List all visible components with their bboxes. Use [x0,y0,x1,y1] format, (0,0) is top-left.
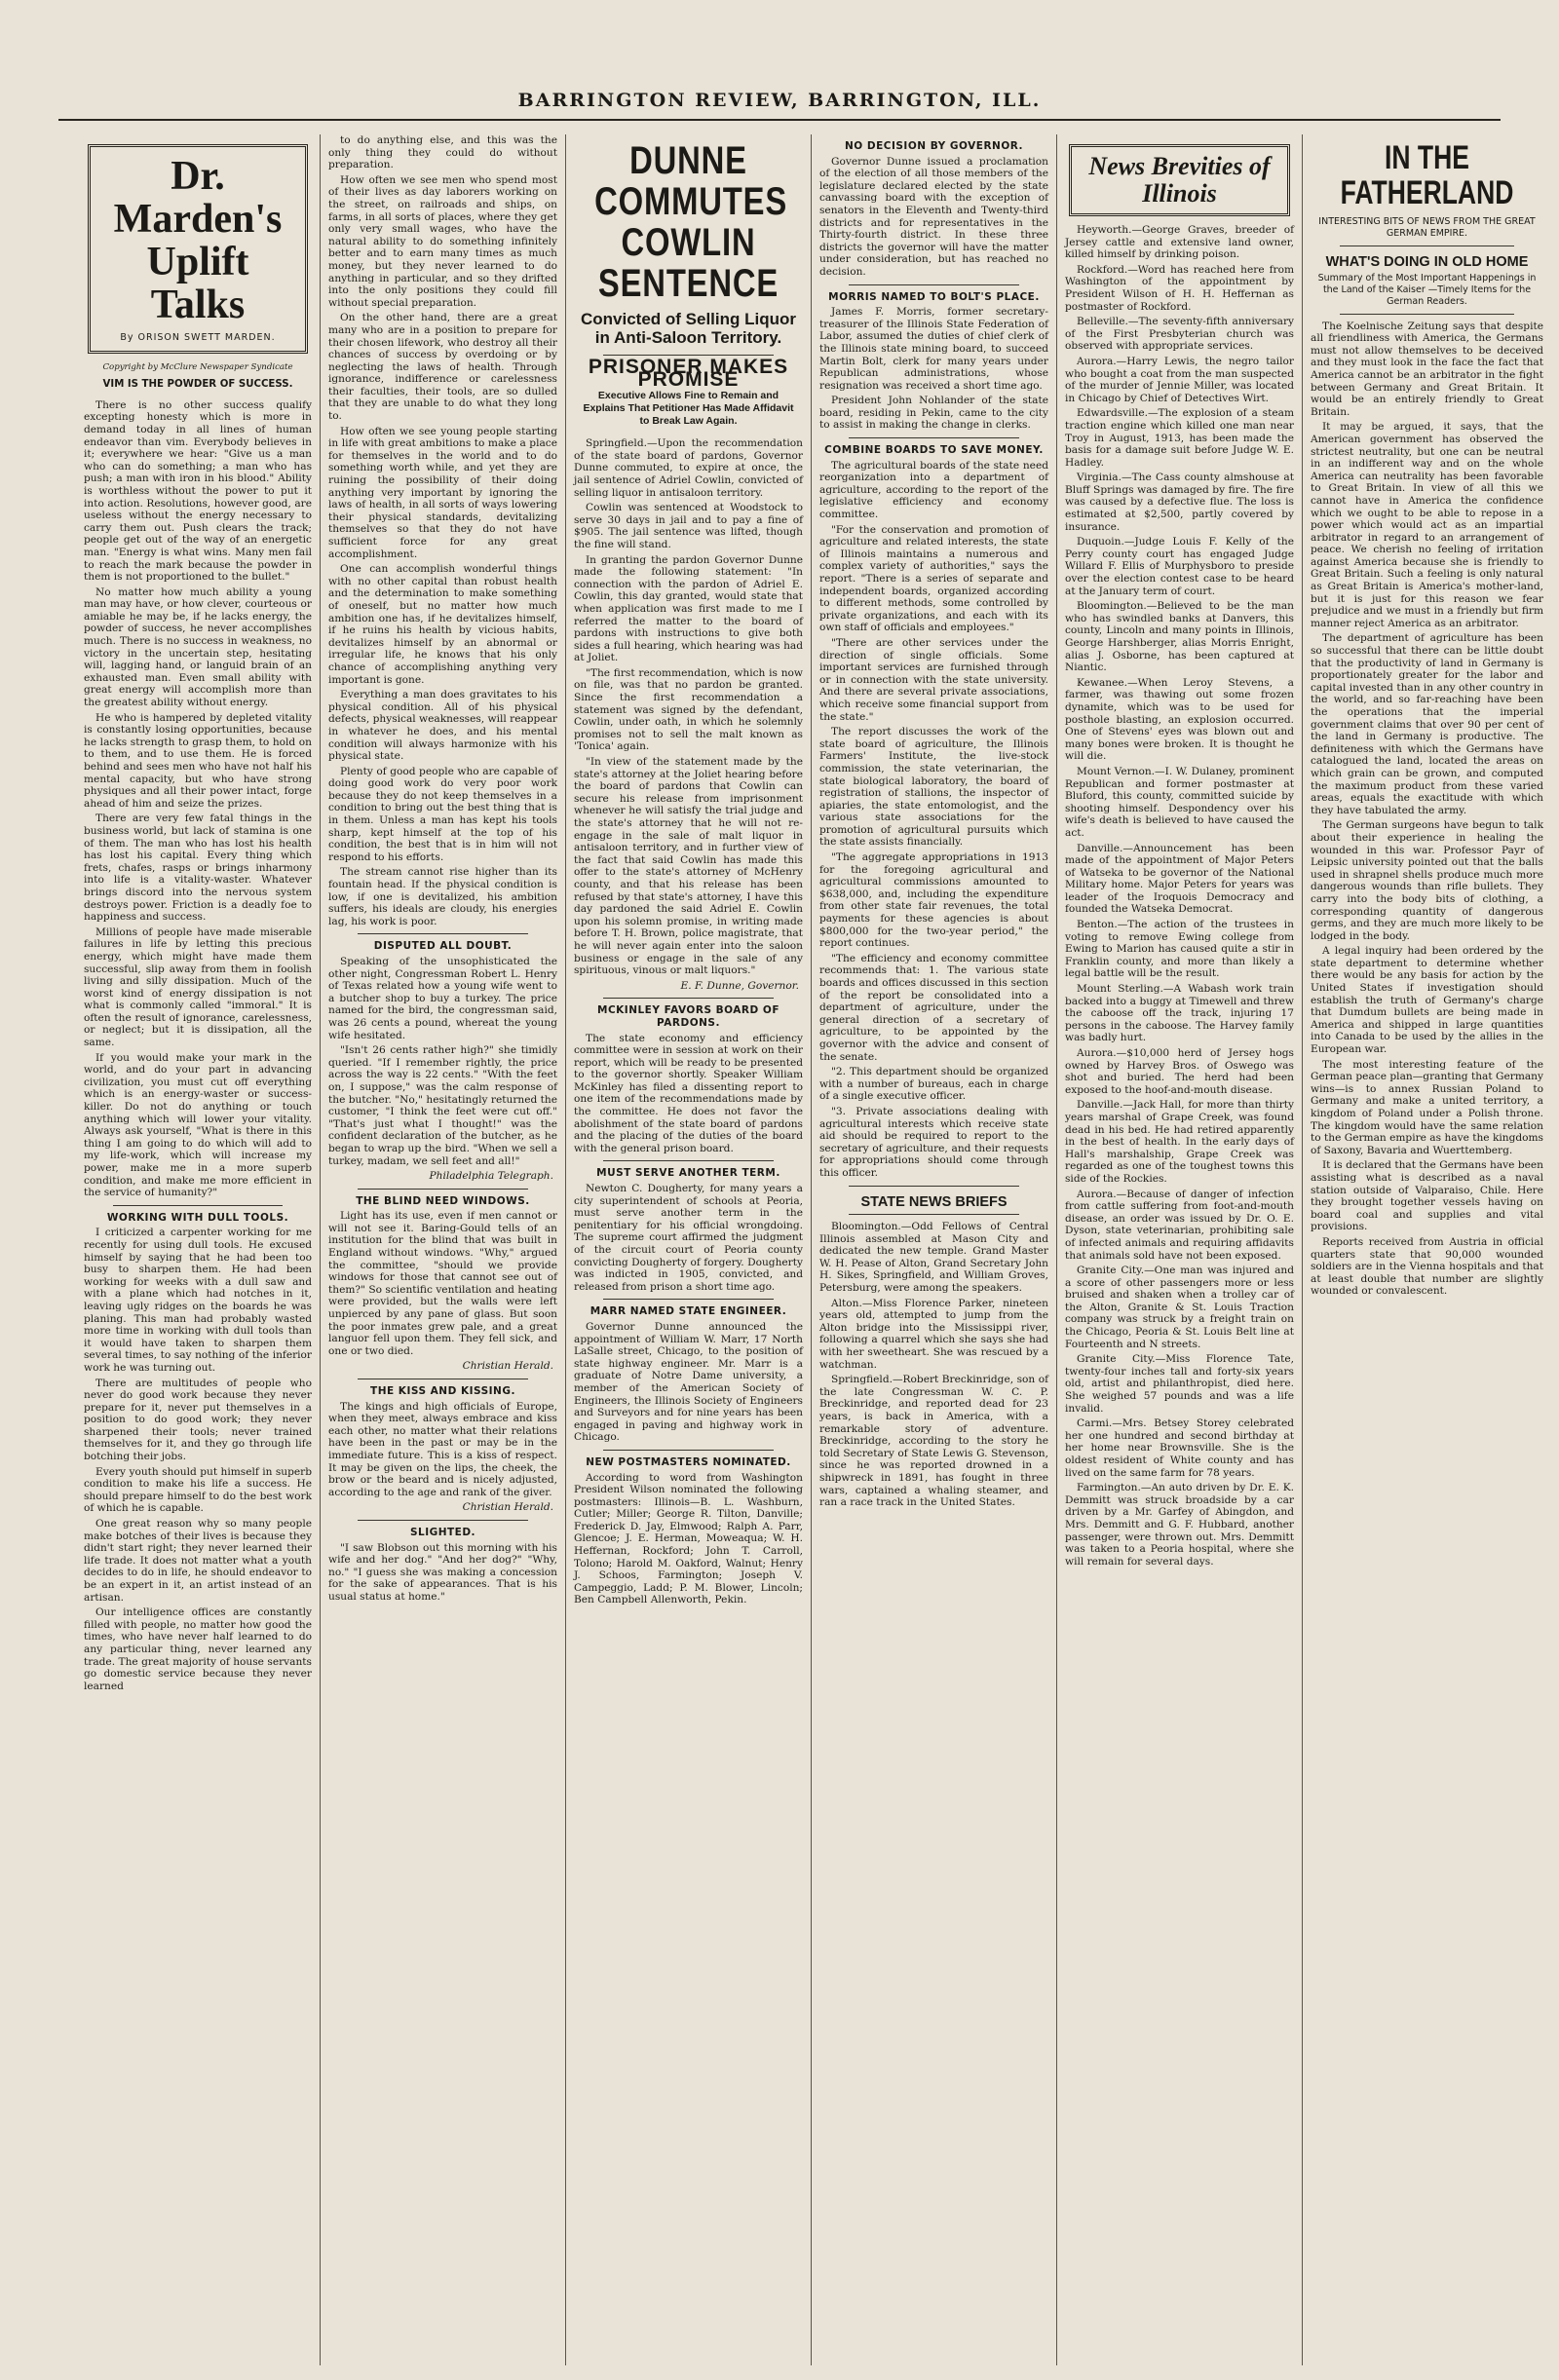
uplift-talks-title: Dr. Marden's Uplift Talks [113,154,283,327]
section-subhead: THE KISS AND KISSING. [370,1385,515,1397]
headline-deck: Convicted of Selling Liquor in Anti-Saloon Territory. [581,310,796,347]
paragraph: The state economy and efficiency committee were in session at work on their report, which will be ready to be presented to the governor shortly. Speaker William McKinley has filed a dissenting report to one item of the recommendations made by the committee. He does not favor the abolishment of the state board of pardons and the placing of the duties of the board with the general prison board. [574,1032,803,1154]
paragraph: President John Nohlander of the state board, residing in Pekin, came to the city to assist in making the change in clerks. [819,395,1048,432]
paragraph: Every youth should put himself in superb condition to make his life a success. He should prepare himself to do the best work of which he is capable. [84,1465,312,1515]
section-subhead: MUST SERVE ANOTHER TERM. [596,1167,780,1180]
paragraph: In granting the pardon Governor Dunne made the following statement: "In connection with the pardon of Adriel E. Cowlin, this day granted, would state that when application was first made to me I referred the matter to the board of pardons with instructions to give both sides a full hearing, which hearing was had at Joliet. [574,553,803,664]
column-5 [1056,134,1302,2365]
paragraph: Our intelligence offices are constantly filled with people, no matter how good the times, who have never half learned to do any particular thing, never learned any trade. The great majority of house servants go domestic service because they never learned [84,1606,312,1692]
paragraph: How often we see men who spend most of their lives as day laborers working on the street, on railroads and ships, on farms, in all sorts of places, where they get only very small wages, who have the natural ability to do something infinitely better and to earn many times as much money, but they never learned to do anything in particular, and so they drifted into the only positions they could fill without special preparation. [328,173,557,309]
paragraph: There is no other success qualify excepting honesty which is more in demand today in all lines of human endeavor than vim. Everybody believes in it; everywhere we hear: "Give us a man who can do something; a man who has push; a man with iron in his blood." Ability is worthless without the power to put it into action. Resolutions, however good, are useless without the energy necessary to carry them out. Push clears the track; people get out of the way of an energetic man. "Energy is what wins. Many men fail to reach the mark because the powder in them is not proportioned to the bullet." [84,398,312,584]
section-subhead: MCKINLEY FAVORS BOARD OF PARDONS. [597,1004,780,1029]
column-6 [1302,134,1551,2365]
headline: DUNNE COMMUTES COWLIN SENTENCE [594,139,788,305]
paragraph: Mount Vernon.—I. W. Dulaney, prominent Republican and former postmaster at Bluford, this county, committed suicide by shooting himself. Despondency over his wife's death is believed to have caused the act. [1065,765,1294,839]
paragraph: Springfield.—Upon the recommendation of the state board of pardons, Governor Dunne commuted, to expire at once, the jail sentence of Adriel Cowlin, convicted of selling liquor in antisaloon territory. [574,437,803,499]
credit: Christian Herald. [462,1501,553,1514]
paragraph: It may be argued, it says, that the American government has observed the strictest neutrality, but one can be neutral in an indifferent way and on the whole America can neutrality has been favorable to Great Britain. In view of all this we cannot have in America the confidence which we ought to be able to repose in a power which would act as an impartial arbitrator in regard to an arrangement of peace. We cherish no feeling of irritation against America because she is friendly to Great Britain. Such a feeling is only natural as Great Britain is America's mother-land, but it is just for this reason we fear prejudice and we must in a friendly but firm manner reject America as an arbitrator. [1311,421,1543,629]
column-2 [320,134,565,2365]
paragraph: "The aggregate appropriations in 1913 for the foregoing agricultural and agricultural commissions amounted to $638,000, and, including the expenditure from other state fair revenues, the total payments for these agencies is about $800,000 for the two-year period," the report continues. [819,851,1048,950]
paragraph: Heyworth.—George Graves, breeder of Jersey cattle and extensive land owner, killed himself by drinking poison. [1065,224,1294,261]
credit: Philadelphia Telegraph. [429,1170,553,1183]
paragraph: Millions of people have made miserable failures in life by letting this precious energy, which might have made them successful, slip away from them in foolish living and silly dissipation. Much of the worst kind of energy dissipation is not what is commonly called "immoral." It is often the result of ignorance, carelessness, or neglect; but it is dissipation, all the same. [84,926,312,1049]
section-subhead: NO DECISION BY GOVERNOR. [844,140,1024,152]
paragraph: He who is hampered by depleted vitality is constantly losing opportunities, because he lacks strength to grasp them, to hold on to them, and to use them. He is forced behind and sees men who have not half his mental capacity, but who have strong physiques and all their power intact, forge ahead of him and seize the prizes. [84,711,312,810]
divider [603,1160,774,1161]
divider [358,1520,528,1521]
byline: By ORISON SWETT MARDEN. [120,332,276,343]
fatherland-blurb: INTERESTING BITS OF NEWS FROM THE GREAT GERMAN EMPIRE. [1318,216,1536,239]
paragraph: "For the conservation and promotion of agriculture and related interests, the state of Illinois maintains a numerous and complex variety of authorities," says the report. "There is a series of separate and independent boards, organized according to different methods, some controlled by private organizations, and each with its own staff of officials and employees." [819,523,1048,634]
signature: E. F. Dunne, Governor. [680,979,799,992]
paragraph: How often we see young people starting in life with great ambitions to make a place for themselves in the world and to do something worth while, and yet they are ruining the possibility of their doing anything very important by ignoring the laws of health, in all sorts of ways lowering their physical standards, devitalizing themselves so that they do not have sufficient force for any great accomplishment. [328,425,557,560]
paragraph: Mount Sterling.—A Wabash work train backed into a buggy at Timewell and threw the caboose off the track, injuring 17 persons in the caboose. The Harvey family was badly hurt. [1065,983,1294,1044]
subheadline-deck: Executive Allows Fine to Remain and Explains That Petitioner Has Made Affidavit to Break Law Again. [583,390,794,428]
paragraph: Bloomington.—Odd Fellows of Central Illinois assembled at Mason City and dedicated the new temple. Grand Master W. H. Pease of Alton, Grand Secretary John H. Sikes, Springfield, and William Groves, Petersburg, were among the speakers. [819,1221,1048,1295]
paragraph: If you would make your mark in the world, and do your part in advancing civilization, you must cut off everything which is an energy-waster or success-killer. Do not do anything or touch anything which will lower your vitality. Always ask yourself, "What is there in this thing I am going to do which will add to my life-work, which will increase my power, make me in a more superb condition, and make me more efficient in the service of humanity?" [84,1051,312,1199]
section-subhead: MARR NAMED STATE ENGINEER. [589,1305,787,1318]
paragraph: The report discusses the work of the state board of agriculture, the Illinois Farmers' Institute, the live-stock commission, the state veterinarian, the state biological laboratory, the board of registration of stallions, the inspector of apiaries, the state entomologist, and the various state associations for the promotion of agricultural pursuits which the state assists financially. [819,726,1048,849]
divider [849,437,1019,438]
divider [849,284,1019,285]
paragraph: "The efficiency and economy committee recommends that: 1. The various state boards and offices discussed in this section of the report be consolidated into a department of agriculture, under the general direction of a secretary of agriculture, to be appointed by the governor with the advice and consent of the senate. [819,952,1048,1063]
paragraph: The German surgeons have begun to talk about their experience in healing the wounded in this war. Professor Payr of Leipsic university pointed out that the balls used in shrapnel shells produce much more dangerous wounds than rifle bullets. They carry into the body bits of clothing, a corresponding quantity of dangerous germs, and they are much more likely to be lodged in the body. [1311,819,1543,942]
news-brevities-box: News Brevities of Illinois [1069,144,1290,216]
paragraph: Plenty of good people who are capable of doing good work do very poor work because they do not keep themselves in a condition to bring out the best thing that is in them. Unless a man has kept his tools sharp, kept himself at the top of his condition, the best that is in him will not respond to his efforts. [328,765,557,863]
divider [849,1186,1019,1187]
paragraph: Edwardsville.—The explosion of a steam traction engine which killed one man near Troy in August, 1913, has been made the basis for a damage suit before Judge W. E. Hadley. [1065,407,1294,469]
paragraph: According to word from Washington President Wilson nominated the following postmasters: Illinois—B. L. Washburn, Cutler; Miller; George R. Tilton, Danville; Frederick D. Jay, Elmwood; Ralph A. Parr, Glencoe; J. E. Herman, Moweaqua; W. H. Heffernan, Rockford; John T. Carroll, Tolono; Harold M. Oakford, Walnut; Henry J. Schoos, Farmington; Joseph V. Campeggio, Ladd; P. M. Blower, Lincoln; Ben Campbell Allenworth, Pekin. [574,1471,803,1606]
section-subhead: THE BLIND NEED WINDOWS. [356,1194,530,1207]
paragraph: Newton C. Dougherty, for many years a city superintendent of schools at Peoria, must serve another term in the penitentiary for his official wrongdoing. The supreme court affirmed the judgment of the circuit court of Peoria county convicting Dougherty of forgery. Dougherty was indicted in 1905, convicted, and released from prison a short time ago. [574,1183,803,1293]
paragraph: Granite City.—Miss Florence Tate, twenty-four inches tall and forty-six years old, artist and philanthropist, died here. She weighed 57 pounds and was a life invalid. [1065,1353,1294,1415]
copyright-line: Copyright by McClure Newspaper Syndicate [102,361,293,372]
section-subhead: WORKING WITH DULL TOOLS. [106,1211,289,1224]
paragraph: It is declared that the Germans have been assisting what is described as a naval station outside of Valparaiso, Chile. Here they brought together vessels having on board coal and supplies and vital provisions. [1311,1159,1543,1233]
paragraph: James F. Morris, former secretary-treasurer of the Illinois State Federation of Labor, assumed the duties of chief clerk of the Illinois state mining board, to succeed Martin Bolt, clerk for many years under Republican administrations, whose resignation was received a short time ago. [819,306,1048,392]
paragraph: Light has its use, even if men cannot or will not see it. Baring-Gould tells of an institution for the blind that was built in England without windows. "Why," argued the committee, "should we provide windows for those that cannot see out of them?" So scientific ventilation and heating were provided, but the walls were left unpierced by any pane of glass. But soon the poor inmates grew pale, and a great languor fell upon them. They fell sick, and one or two died. [328,1210,557,1357]
state-news-head: STATE NEWS BRIEFS [860,1193,1008,1210]
divider [603,998,774,999]
divider [113,1205,283,1206]
paragraph: Granite City.—One man was injured and a score of other passengers more or less bruised and shaken when a trolley car of the Alton, Granite & St. Louis Traction company was struck by a freight train on the Chicago, Peoria & St. Louis Belt line at Fourteenth and N streets. [1065,1265,1294,1350]
paragraph: "2. This department should be organized with a number of bureaus, each in charge of a single executive officer. [819,1066,1048,1103]
paragraph: One great reason why so many people make botches of their lives is because they didn't start right; they never learned their life trade. It does not matter what a youth decides to do in life, he should endeavor to be an expert in it, an artist instead of an artisan. [84,1518,312,1604]
uplift-talks-box [88,144,308,354]
paragraph: Speaking of the unsophisticated the other night, Congressman Robert L. Henry of Texas related how a young wife went to a butcher shop to buy a turkey. The price named for the bird, the congressman said, was 26 cents a pound, whereat the young wife hesitated. [328,956,557,1041]
paragraph: Governor Dunne announced the appointment of William W. Marr, 17 North LaSalle street, Chicago, to the position of state highway engineer. Mr. Marr is a graduate of Notre Dame university, a member of the American Society of Engineers, the Illinois Society of Engineers and Surveyors and for nine years has been engaged in paving and highway work in Chicago. [574,1320,803,1444]
paragraph: Danville.—Announcement has been made of the appointment of Major Peters of Watseka to be governor of the National Military home. Major Peters for years was leader of the Iroquois Democracy and founded the Watseka Democrat. [1065,842,1294,916]
divider [1340,314,1514,315]
paragraph: The agricultural boards of the state need reorganization into a department of agriculture, according to the report of the legislative efficiency and economy committee. [819,459,1048,521]
paragraph: "In view of the statement made by the state's attorney at the Joliet hearing before the board of pardons that Cowlin can secure his release from imprisonment whenever he will satisfy the trial judge and the state's attorney that he will not re-engage in the sale of malt liquor in antisaloon territory, and in further view of the fact that said Cowlin has made this offer to the state's attorney of McHenry county, and that his release has been refused by that state's attorney, I have this day pardoned the said Adriel E. Cowlin upon his solemn promise, in writing made before T. H. Brown, police magistrate, that he will never again enter into the saloon business or engage in the sale of any spirituous, vinous or malt liquors." [574,756,803,977]
paragraph: Danville.—Jack Hall, for more than thirty years marshal of Grape Creek, was found dead in his bed. He had retired apparently in the best of health. In the early days of Hall's marshalship, Grape Creek was regarded as one of the toughest towns this side of the Rockies. [1065,1099,1294,1185]
paragraph: No matter how much ability a young man may have, or how clever, courteous or amiable he may be, if he lacks energy, the powder of success, he never accomplishes much. There is no success in weakness, no victory in the uncertain step, hesitating will, lagging hand, or languid brain of an exhausted man. Even small ability with great energy will accomplish more than the greatest ability without energy. [84,586,312,709]
paragraph: Benton.—The action of the trustees in voting to remove Ewing college from Ewing to Marion has caused quite a stir in Franklin county, and more than likely a legal battle will be the result. [1065,919,1294,980]
subheadline: PRISONER MAKES PROMISE [588,356,789,391]
paragraph: Duquoin.—Judge Louis F. Kelly of the Perry county court has engaged Judge Willard F. Ellis of Murphysboro to preside over the election contest case to be heard at the January term of court. [1065,536,1294,597]
paragraph: Aurora.—Harry Lewis, the negro tailor who bought a coat from the man suspected of the murder of Jennie Miller, was located in Chicago by Chief of Detectives Wirt. [1065,355,1294,404]
section-subhead: MORRIS NAMED TO BOLT'S PLACE. [828,290,1040,303]
paragraph: Virginia.—The Cass county almshouse at Bluff Springs was damaged by fire. The fire was caused by a defective flue. The loss is estimated at $2,500, partly covered by insurance. [1065,472,1294,533]
divider [849,1214,1019,1215]
credit: Christian Herald. [462,1360,553,1373]
paragraph: "There are other services under the direction of single officials. Some important services are furnished through or in connection with the state university. And there are several private associations, which receive some financial support from the state." [819,636,1048,723]
paragraph: Rockford.—Word has reached here from Washington of the appointment by President Wilson of H. H. Heffernan as postmaster of Rockford. [1065,263,1294,313]
paragraph: to do anything else, and this was the only thing they could do without preparation. [328,134,557,171]
old-home-blurb: Summary of the Most Important Happenings in the Land of the Kaiser —Timely Items for the German Readers. [1317,272,1537,307]
section-subhead: NEW POSTMASTERS NOMINATED. [586,1455,791,1468]
paragraph: The kings and high officials of Europe, when they meet, always embrace and kiss each other, no matter what their relations have been in the past or may be in the immediate future. This is a kiss of respect. It may be given on the lips, the cheek, the brow or the beard and is nicely adjusted, according to the age and rank of the giver. [328,1400,557,1498]
paragraph: The most interesting feature of the German peace plan—granting that Germany wins—is to annex Russian Poland to Germany and make a united territory, a kingdom of Poland under a Polish throne. The kingdom would have the same relation to the German empire as have the kingdoms of Saxony, Bavaria and Wuerttemberg. [1311,1058,1543,1156]
old-home-headline: WHAT'S DOING IN OLD HOME [1325,254,1529,270]
paragraph: Bloomington.—Believed to be the man who has swindled banks at Danvers, this county, Lincoln and many points in Illinois, George Harshberger, alias Morris Enright, alias J. Osborne, has been captured at Niantic. [1065,600,1294,674]
paragraph: Everything a man does gravitates to his physical condition. All of his physical defects, physical weaknesses, will reappear in whatever he does, and his mental condition will always harmonize with his physical state. [328,689,557,763]
paragraph: There are very few fatal things in the business world, but lack of stamina is one of them. The man who has lost his health has lost his capital. Every thing which frets, chafes, rasps or brings inharmony into life is a vitality-waster. Whatever brings discord into the nervous system destroys power. Friction is a deadly foe to happiness and success. [84,812,312,924]
paragraph: Cowlin was sentenced at Woodstock to serve 30 days in jail and to pay a fine of $905. The jail sentence was lifted, though the fine will stand. [574,502,803,550]
paragraph: Governor Dunne issued a proclamation of the election of all those members of the legislature declared elected by the state canvassing board with the exception of senators in the Eleventh and Twenty-third districts and for representatives in the Thirty-fourth district. In these three districts the governor will have the matter under consideration, but has reached no decision. [819,155,1048,278]
paragraph: Springfield.—Robert Breckinridge, son of the late Congressman W. C. P. Breckinridge, and reported dead for 23 years, is back in America, with a remarkable story of adventure. Breckinridge, according to the story he told Secretary of State Lewis G. Stevenson, since he was reported drowned in a shipwreck in 1891, has fought in three wars, captained a whaling steamer, and ran a race track in the United States. [819,1374,1048,1509]
paragraph: Aurora.—Because of danger of infection from cattle suffering from foot-and-mouth disease, an order was issued by Dr. O. E. Dyson, state veterinarian, prohibiting sale of infected animals and requiring affidavits that animals sold have not been exposed. [1065,1188,1294,1262]
column-4 [811,134,1056,2365]
paragraph: A legal inquiry had been ordered by the state department to determine whether there would be any basis for action by the United States if investigation should establish the truth of Germany's charge that Dumdum bullets are being made in America and shipped in large quantities into Canada to be used by the allies in the European war. [1311,945,1543,1056]
article-subhead: VIM IS THE POWDER OF SUCCESS. [102,379,293,391]
paragraph: Kewanee.—When Leroy Stevens, a farmer, was thawing out some frozen dynamite, which was to be used for posthole blasting, an explosion occurred. One of Stevens' eyes was blown out and many bones were broken. It is thought he will die. [1065,676,1294,763]
column-3 [565,134,811,2365]
paragraph: The Koelnische Zeitung says that despite all friendliness with America, the Germans must not allow themselves to be deceived and they must look in the face the fact that America cannot be an arbitrator in the fight between Germany and Great Britain. It would be an entirely friendly to Great Britain. [1311,320,1543,418]
paragraph: Aurora.—$10,000 herd of Jersey hogs owned by Harvey Bros. of Oswego was shot and buried. The herd had been exposed to the hoof-and-mouth disease. [1065,1047,1294,1096]
paragraph: The stream cannot rise higher than its fountain head. If the physical condition is low, if one is devitalized, his ambition suffers, his ideals are cloudy, his energies lag, his work is poor. [328,866,557,927]
paragraph: There are multitudes of people who never do good work because they never prepare for it, never put themselves in a position to do good work; they never sharpened their tools; never trained themselves for it, and they go through life botching their jobs. [84,1377,312,1463]
paragraph: I criticized a carpenter working for me recently for using dull tools. He excused himself by saying that he had been too busy to sharpen them. He had been working for weeks with a dull saw and with a plane which had notches in it, leaving ugly ridges on the boards he was planing. This man had probably wasted more time in working with dull tools than it would have taken to sharpen them several times, to say nothing of the inferior work he was turning out. [84,1227,312,1374]
paragraph: On the other hand, there are a great many who are in a position to prepare for their chosen lifework, who destroy all their chances of success by overdoing or by neglecting the laws of health. Through ignorance, indifference or carelessness their faculties, their tools, are so dulled that they are unable to do what they long to. [328,312,557,423]
fatherland-headline: IN THE FATHERLAND [1340,139,1514,211]
paragraph: "3. Private associations dealing with agricultural interests which receive state aid should be required to report to the secretary of agriculture, and their requests for appropriations should come through this officer. [819,1105,1048,1179]
section-subhead: COMBINE BOARDS TO SAVE MONEY. [824,444,1044,457]
paragraph: Belleville.—The seventy-fifth anniversary of the First Presbyterian church was observed with appropriate services. [1065,316,1294,353]
divider [603,1299,774,1300]
divider [358,933,528,934]
column-1 [76,134,320,2365]
paragraph: Reports received from Austria in official quarters state that 90,000 wounded soldiers are in the Vienna hospitals and that at least double that number are slightly wounded or convalescent. [1311,1235,1543,1298]
masthead: BARRINGTON REVIEW, BARRINGTON, ILL. [58,90,1501,121]
paragraph: Alton.—Miss Florence Parker, nineteen years old, attempted to jump from the Alton bridge into the Mississippi river, following a quarrel which she says she had with her sweetheart. She was rescued by a watchman. [819,1297,1048,1371]
section-subhead: DISPUTED ALL DOUBT. [373,940,513,953]
paragraph: The department of agriculture has been so successful that there can be little doubt that the productivity of land in Germany is proportionately greater for the labor and capital invested than in any other country in the world, and so far-reaching have been the operations that the imperial government claims that over 90 per cent of the land in Germany is productive. The definiteness with which the Germans have catalogued the land, located the areas on which grain can be grown, and computed the maximum product from these varied areas, equals the exactitude with which they have tabulated the army. [1311,632,1543,816]
paragraph: "The first recommendation, which is now on file, was that no pardon be granted. Since the first recommendation a statement was signed by the defendant, Cowlin, under oath, in which he solemnly promises not to sell the malt known as 'Tonica' again. [574,666,803,753]
paragraph: "Isn't 26 cents rather high?" she timidly queried. "If I remember rightly, the price across the way is 22 cents." "With the feet on, I suppose," was the calm response of the butcher. "No," hesitatingly returned the customer, "I think the feet were cut off." "That's just what I thought!" was the confident declaration of the butcher, as he began to wrap up the bird. "When we sell a turkey, madam, we sell feet and all!" [328,1044,557,1167]
paragraph: Farmington.—An auto driven by Dr. E. K. Demmitt was struck broadside by a car driven by a Mr. Garfey of Abingdon, and Mrs. Demmitt and G. F. Hubbard, another passenger, were thrown out. Mrs. Demmitt was taken to a Peoria hospital, where she will remain for several days. [1065,1482,1294,1568]
columns [76,134,1551,2365]
paragraph: "I saw Blobson out this morning with his wife and her dog." "And her dog?" "Why, no." "I guess she was making a concession for the sake of appearances. That is his usual status at home." [328,1541,557,1603]
divider [603,1450,774,1451]
section-subhead: SLIGHTED. [409,1526,476,1538]
divider [358,1189,528,1190]
paragraph: One can accomplish wonderful things with no other capital than robust health and the determination to make something of oneself, but no matter how much ambition one has, if he devitalizes himself, if he ruins his health by vicious habits, devitalizes himself by an abnormal or irregular life, he knows that his only chance of accomplishing anything very important is gone. [328,563,557,686]
paragraph: Carmi.—Mrs. Betsey Storey celebrated her one hundred and second birthday at her home near Brownsville. She is the oldest resident of White county and has lived on the same farm for 78 years. [1065,1417,1294,1479]
